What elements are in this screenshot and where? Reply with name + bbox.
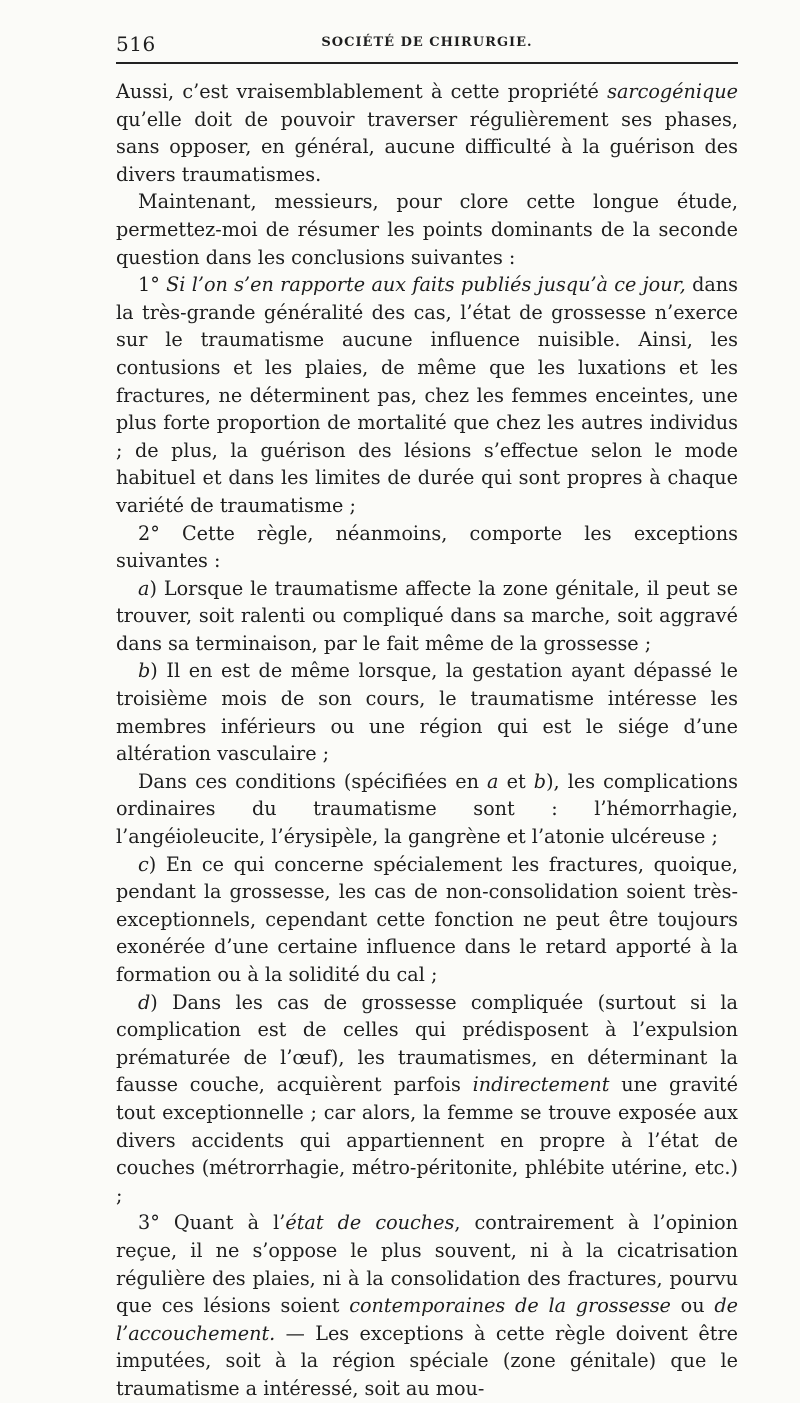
running-title: SOCIÉTÉ DE CHIRURGIE. — [321, 35, 533, 50]
paragraph: 1° Si l’on s’en rapporte aux faits publiés jusqu’à ce jour, dans la très-grande généralité des cas, l’état de grossesse n’exerce sur le traumatisme aucune influence nuisible. Ainsi, les contusions et les plaies, de même que les luxations et les fractures, ne déterminent pas, chez les femmes enceintes, une plus forte proportion de mortalité que chez les autres individus ; de plus, la guérison des lésions s’effectue selon le mode habituel et dans les limites de durée qui sont propres à chaque variété de traumatisme ; — [116, 273, 738, 517]
paragraph: Maintenant, messieurs, pour clore cette longue étude, permettez-moi de résumer les points dominants de la seconde question dans les conclusions suivantes : — [116, 190, 738, 269]
paragraph: c) En ce qui concerne spécialement les fractures, quoique, pendant la grossesse, les cas de non-consolidation soient très-exceptionnels, cependant cette fonction ne peut être toujours exonérée d’une certaine influence dans le retard apporté à la formation ou à la solidité du cal ; — [116, 852, 738, 986]
page-number: 516 — [116, 32, 156, 56]
paragraph: Dans ces conditions (spécifiées en a et b), les complications ordinaires du traumatisme sont : l’hémorrhagie, l’angéioleucite, l’érysipèle, la gangrène et l’atonie ulcéreuse ; — [116, 769, 739, 849]
paragraph: a) Lorsque le traumatisme affecte la zone génitale, il peut se trouver, soit ralenti ou compliqué dans sa marche, soit aggravé dans sa terminaison, par le fait même de la grossesse ; — [116, 576, 738, 655]
body-text — [116, 78, 738, 1403]
paragraph: Aussi, c’est vraisemblablement à cette propriété sarcogénique qu’elle doit de pouvoir traverser régulièrement ses phases, sans opposer, en général, aucune difficulté à la guérison des divers traumatismes. — [116, 80, 738, 186]
page-header — [116, 26, 738, 64]
paragraph: 2° Cette règle, néanmoins, comporte les exceptions suivantes : — [116, 521, 738, 573]
paragraph: 3° Quant à l’état de couches, contrairement à l’opinion reçue, il ne s’oppose le plus souvent, ni à la cicatrisation régulière des plaies, ni à la consolidation des fractures, pourvu que ces lésions soient contemporaines de la grossesse ou de l’accouchement. — Les exceptions à cette règle doivent être imputées, soit à la région spéciale (zone génitale) que le traumatisme a intéressé, soit au mou- — [116, 1211, 739, 1400]
paragraph: d) Dans les cas de grossesse compliquée (surtout si la complication est de celles qui prédisposent à l’expulsion prématurée de l’œuf), les traumatismes, en déterminant la fausse couche, acquièrent parfois indirectement une gravité tout exceptionnelle ; car alors, la femme se trouve exposée aux divers accidents qui appartiennent en propre à l’état de couches (métrorrhagie, métro-péritonite, phlébite utérine, etc.) ; — [116, 990, 738, 1207]
paragraph: b) Il en est de même lorsque, la gestation ayant dépassé le troisième mois de son cours, le traumatisme intéresse les membres inférieurs ou une région qui est le siége d’une altération vasculaire ; — [116, 659, 738, 766]
